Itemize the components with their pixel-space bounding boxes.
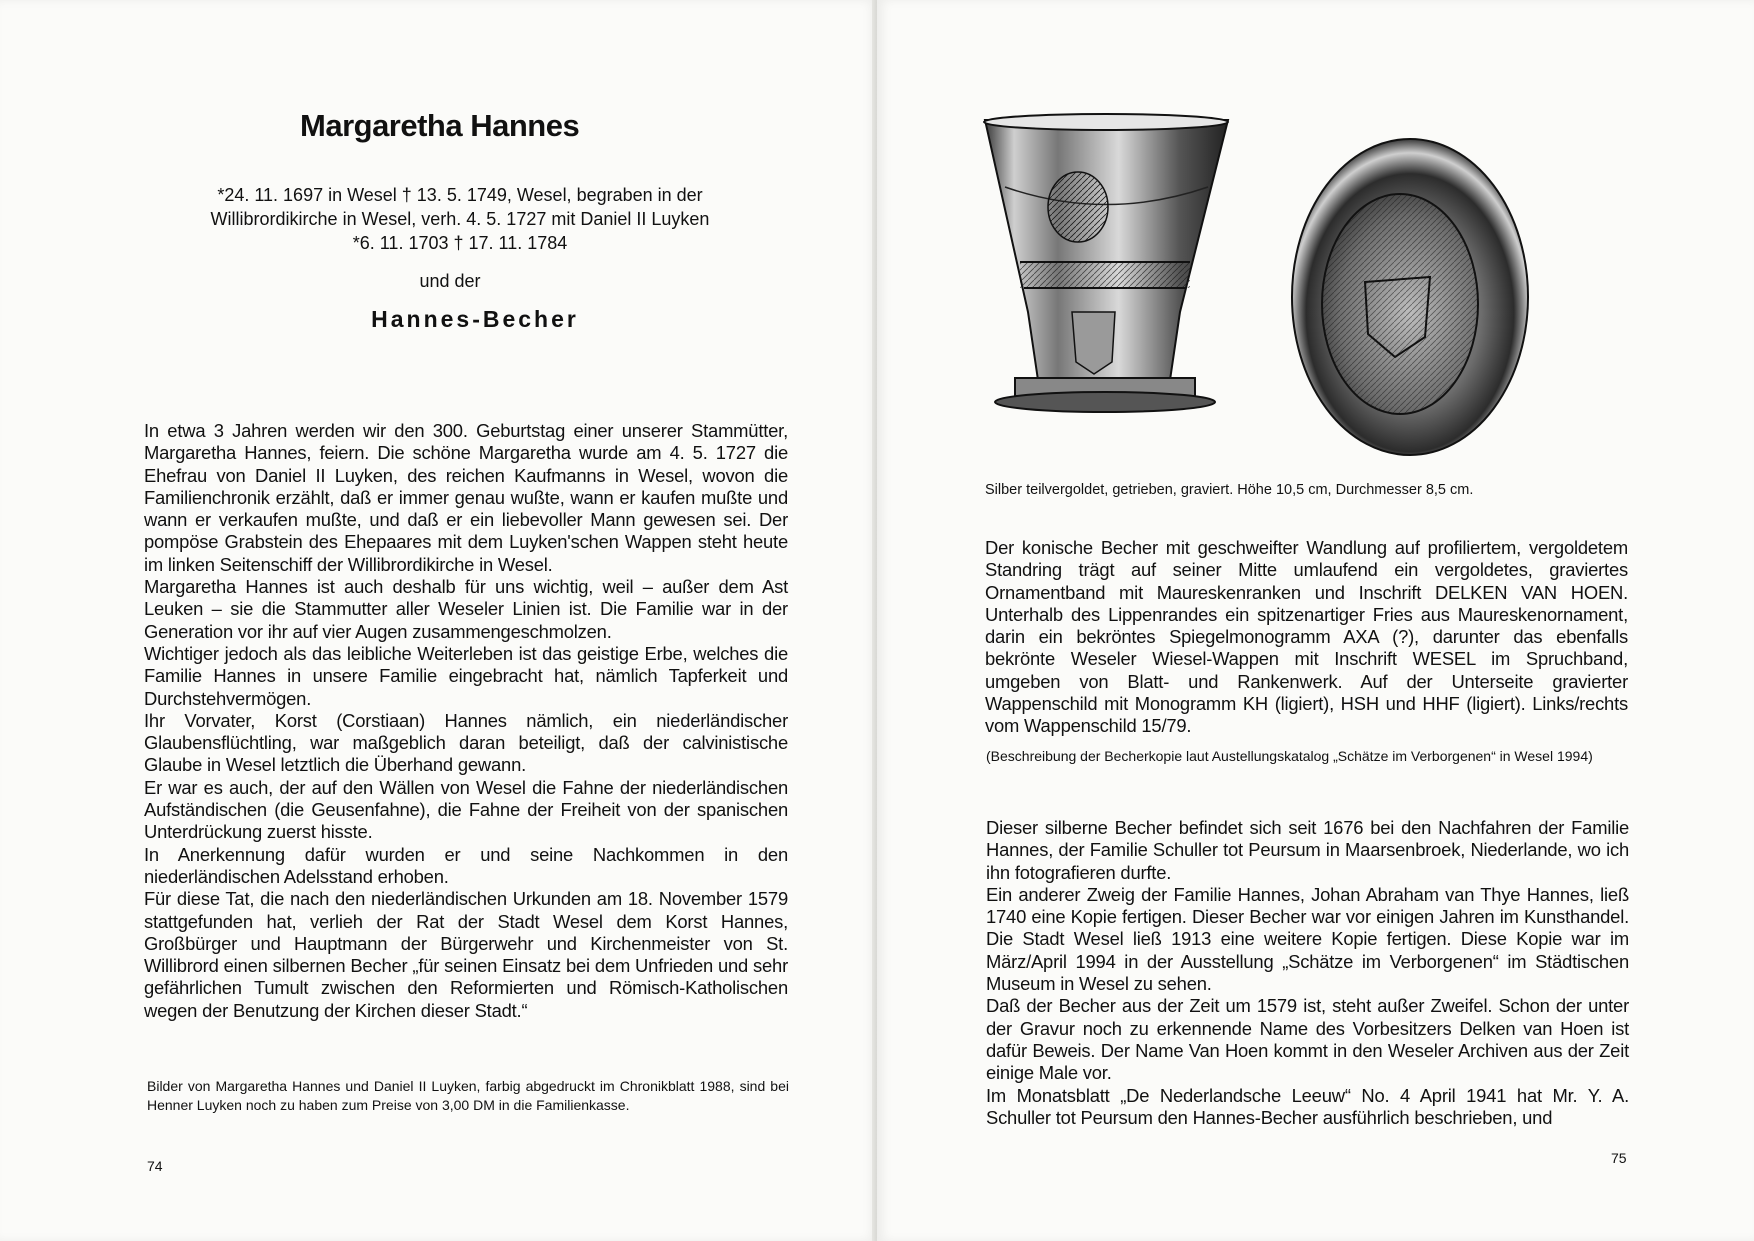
paragraph: Ihr Vorvater, Korst (Corstiaan) Hannes nämlich, ein niederländischer Glaubensflüchtling, war maßgeblich daran beteiligt, daß der calvinistische Glaube in Wesel letztlich die Überhand gewann.: [144, 709, 788, 776]
bio-line: *6. 11. 1703 † 17. 11. 1784: [352, 233, 568, 253]
paragraph: Ein anderer Zweig der Familie Hannes, Johan Abraham van Thye Hannes, ließ 1740 eine Kopie fertigen. Dieser Becher war vor einigen Jahren im Kunsthandel. Die Stadt Wesel ließ 1913 eine weitere Kopie fertigen. Diese Kopie war im März/April 1994 in der Ausstellung „Schätze im Verborgenen“ im Städtischen Museum in Wesel zu sehen.: [986, 883, 1629, 995]
left-body-text: [144, 420, 788, 1022]
source-note: (Beschreibung der Becherkopie laut Austellungskatalog „Schätze im Verborgenen“ in Wesel 1994): [986, 748, 1593, 764]
page-title: Margaretha Hannes: [300, 108, 580, 143]
bio-dates: [160, 183, 760, 255]
bio-line: *24. 11. 1697 in Wesel † 13. 5. 1749, Wesel, begraben in der: [217, 185, 703, 205]
und-der-label: und der: [419, 271, 481, 291]
bio-line: Willibrordikirche in Wesel, verh. 4. 5. 1727 mit Daniel II Luyken: [210, 209, 710, 229]
paragraph: Im Monatsblatt „De Nederlandsche Leeuw“ No. 4 April 1941 hat Mr. Y. A. Schuller tot Peursum den Hannes-Becher ausführlich beschrieben, und: [986, 1084, 1629, 1128]
figure-caption: Silber teilvergoldet, getrieben, graviert. Höhe 10,5 cm, Durchmesser 8,5 cm.: [985, 482, 1474, 498]
paragraph: Daß der Becher aus der Zeit um 1579 ist, steht außer Zweifel. Schon der unter der Gravur noch zu erkennende Name des Vorbesitzers Delken van Hoen ist dafür Beweis. Der Name Van Hoen kommt in den Weseler Archiven aus der Zeit einige Male vor.: [986, 995, 1629, 1084]
paragraph: Der konische Becher mit geschweifter Wandlung auf profiliertem, vergoldetem Standring trägt auf seiner Mitte umlaufend ein vergoldetes, graviertes Ornamentband mit Maureskenranken und Inschrift DELKEN VAN HOEN. Unterhalb des Lippenrandes ein spitzenartiger Fries aus Maureskenornament, darin ein bekröntes Spiegelmonogramm AXA (?), darunter das ebenfalls bekrönte Weseler Wiesel-Wappen mit Inschrift WESEL im Spruchband, umgeben von Blatt- und Rankenwerk. Auf der Unterseite gravierter Wappenschild mit Monogramm KH (ligiert), HSH und HHF (ligiert). Links/rechts vom Wappenschild 15/79.: [985, 537, 1628, 737]
paragraph: Wichtiger jedoch als das leibliche Weiterleben ist das geistige Erbe, welches die Familie Hannes in unsere Familie eingebracht hat, nämlich Tapferkeit und Durchstehvermögen.: [144, 642, 788, 709]
paragraph: In etwa 3 Jahren werden wir den 300. Geburtstag einer unserer Stammütter, Margaretha Hannes, feiern. Die schöne Margaretha wurde am 4. 5. 1727 die Ehefrau von Daniel II Luyken, des reichen Kaufmanns in Wesel, wovon die Familienchronik erzählt, daß er immer genau wußte, wann er kaufen mußte und wann er verkaufen mußte, und daß er ein liebevoller Mann gewesen sei. Der pompöse Grabstein des Ehepaares mit dem Luyken'schen Wappen steht heute im linken Seitenschiff der Willibrordikirche in Wesel.: [144, 420, 788, 575]
cup-bottom-view: [1292, 139, 1528, 455]
page-number: 74: [147, 1158, 163, 1174]
paragraph: Für diese Tat, die nach den niederländischen Urkunden am 18. November 1579 stattgefunden hat, verlieh der Rat der Stadt Wesel dem Korst Hannes, Großbürger und Hauptmann der Bürgerwehr und Kirchenmeister von St. Willibrord einen silbernen Becher „für seinen Einsatz bei dem Unfrieden und sehr gefährlichen Tumult zwischen den Reformierten und Römisch-Katholischen wegen der Benutzung der Kirchen dieser Stadt.“: [144, 888, 788, 1021]
footnote: Bilder von Margaretha Hannes und Daniel II Luyken, farbig abgedruckt im Chronikblatt 1988, sind bei Henner Luyken noch zu haben zum Preise von 3,00 DM in die Familienkasse.: [147, 1078, 789, 1113]
becher-photo: [980, 112, 1540, 482]
paragraph: Er war es auch, der auf den Wällen von Wesel die Fahne der niederländischen Aufständischen (die Geusenfahne), die Fahne der Freiheit von der spanischen Unterdrückung zuerst hisste.: [144, 776, 788, 843]
page-number: 75: [1611, 1150, 1627, 1166]
paragraph: Dieser silberne Becher befindet sich seit 1676 bei den Nachfahren der Familie Hannes, der Familie Schuller tot Peursum in Maarsenbroek, Niederlande, wo ich ihn fotografieren durfte.: [986, 817, 1629, 883]
right-body-text-top: [985, 537, 1628, 738]
paragraph: Margaretha Hannes ist auch deshalb für uns wichtig, weil – außer dem Ast Leuken – sie die Stammutter aller Weseler Linien ist. Die Familie war in der Generation vor ihr auf vier Augen zusammengeschmolzen.: [144, 576, 788, 642]
cup-side-view: [984, 114, 1228, 412]
paragraph: In Anerkennung dafür wurden er und seine Nachkommen in den niederländischen Adelsstand erhoben.: [144, 843, 788, 887]
right-body-text-bottom: [986, 817, 1629, 1129]
section-subtitle: Hannes-Becher: [371, 306, 579, 332]
